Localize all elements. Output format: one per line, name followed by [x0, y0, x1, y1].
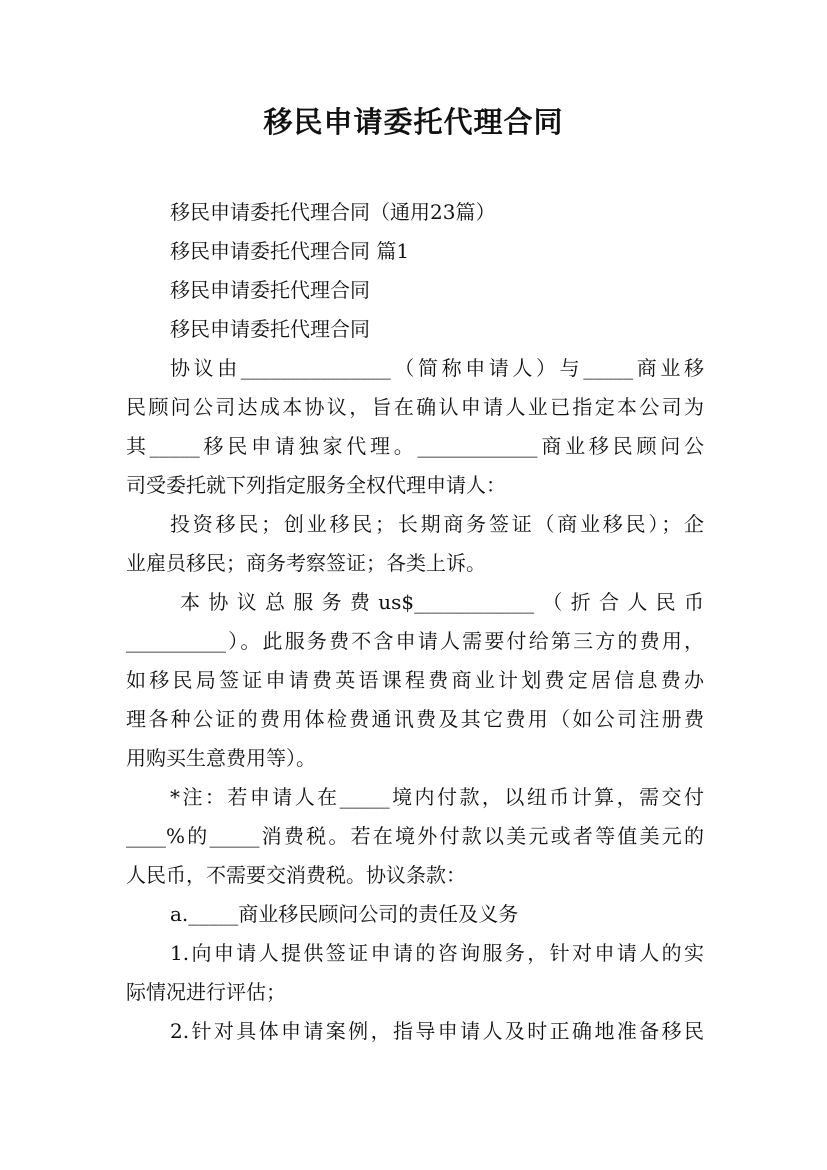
contract-name-line: 移民申请委托代理合同 [170, 278, 370, 302]
paragraph-line: 用购买生意费用等）。 [126, 746, 316, 770]
note-line: 人民币，不需要交消费税。协议条款： [126, 863, 466, 887]
paragraph-line: 业雇员移民；商务考察签证；各类上诉。 [126, 551, 486, 575]
subtitle-line: 移民申请委托代理合同（通用23篇） [170, 200, 496, 224]
clause-item: 际情况进行评估； [126, 980, 286, 1004]
paragraph-line: 其_____移民申请独家代理。____________商业移民顾问公 [126, 434, 704, 458]
paragraph-line: 民顾问公司达成本协议，旨在确认申请人业已指定本公司为 [126, 395, 704, 419]
clause-item: 2.针对具体申请案例，指导申请人及时正确地准备移民 [170, 1019, 704, 1043]
paragraph-line: 理各种公证的费用体检费通讯费及其它费用（如公司注册费 [126, 707, 704, 731]
paragraph-line: 如移民局签证申请费英语课程费商业计划费定居信息费办 [126, 668, 704, 692]
paragraph-line: 本协议总服务费us$____________（折合人民币 [180, 590, 704, 614]
contract-name-line: 移民申请委托代理合同 [170, 317, 370, 341]
clause-heading: a._____商业移民顾问公司的责任及义务 [170, 902, 519, 926]
paragraph-line: 司受委托就下列指定服务全权代理申请人： [126, 473, 506, 497]
paragraph-line: 协议由_______________（简称申请人）与_____商业移 [170, 356, 704, 380]
clause-item: 1.向申请人提供签证申请的咨询服务，针对申请人的实 [170, 941, 704, 965]
note-line: ____%的_____消费税。若在境外付款以美元或者等值美元的 [126, 824, 704, 848]
note-line: *注：若申请人在_____境内付款，以纽币计算，需交付 [170, 785, 704, 809]
section-heading: 移民申请委托代理合同 篇1 [170, 239, 410, 263]
paragraph-line: __________）。此服务费不含申请人需要付给第三方的费用， [126, 629, 704, 653]
document-title: 移民申请委托代理合同 [263, 105, 564, 139]
paragraph-line: 投资移民；创业移民；长期商务签证（商业移民）；企 [170, 512, 704, 536]
